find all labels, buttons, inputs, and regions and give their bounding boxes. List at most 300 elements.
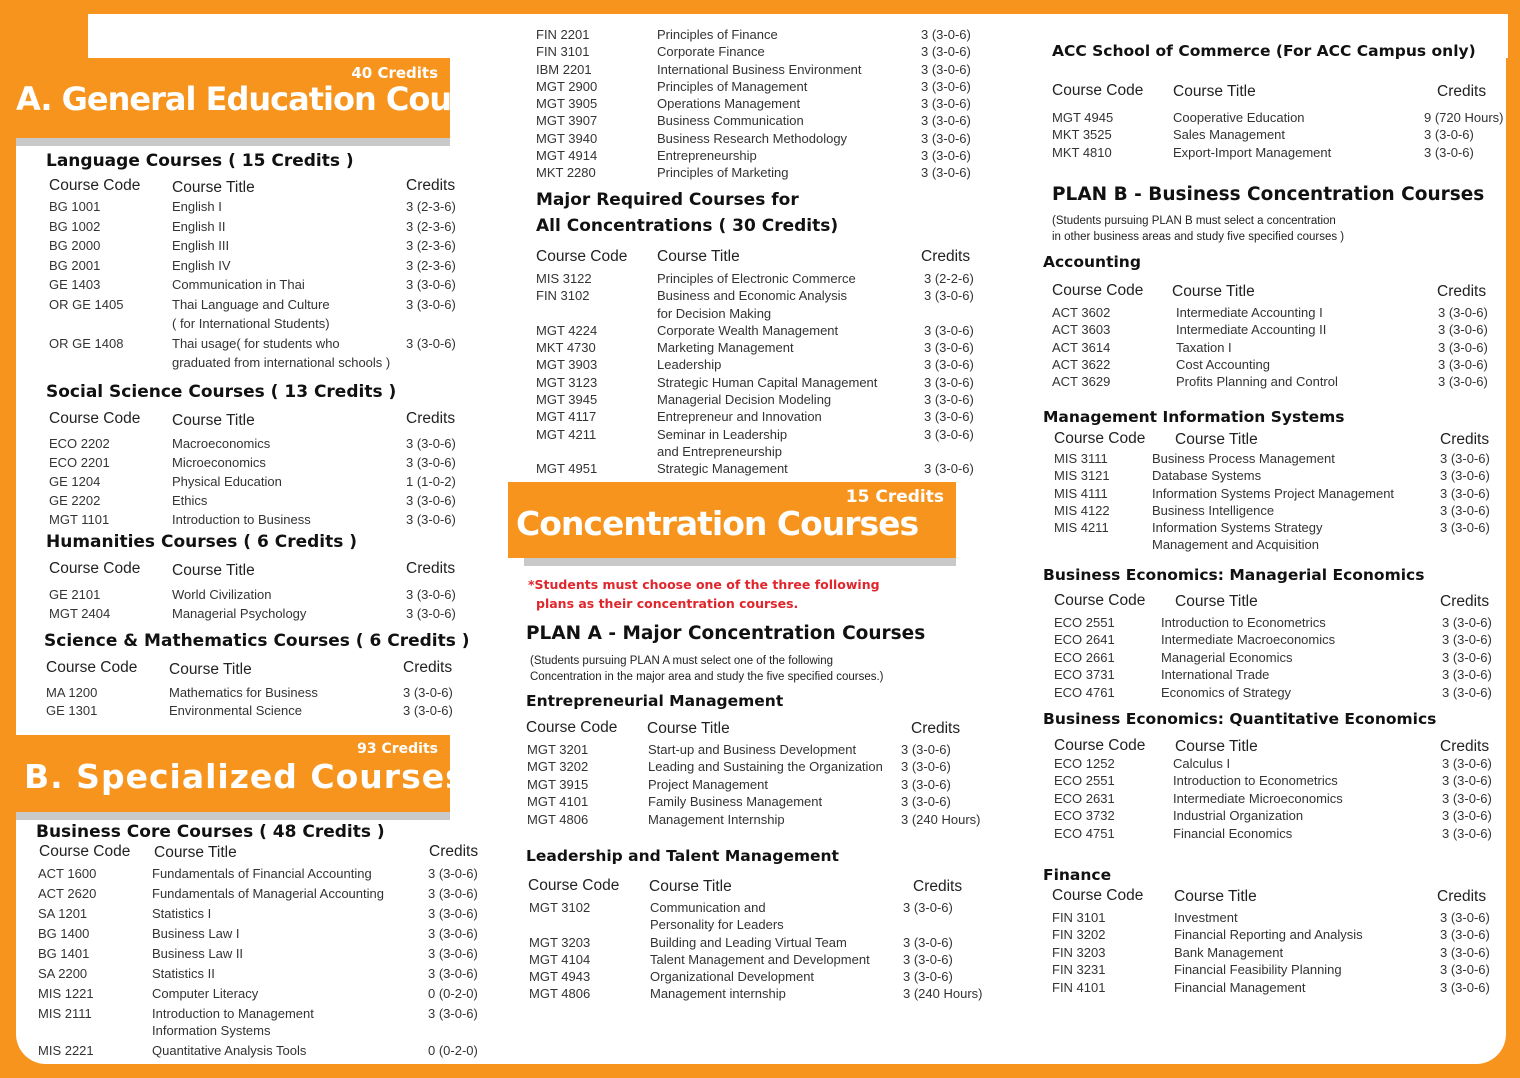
course-title — [1174, 962, 1342, 977]
course-credits: 3 (3-0-6) — [428, 1006, 478, 1021]
course-title-line1: Marketing Management — [657, 340, 794, 356]
language-courses-title: Language Courses ( 15 Credits ) — [46, 151, 354, 171]
course-code: MGT 3203 — [529, 934, 591, 950]
course-title — [650, 900, 784, 932]
header-credits: Credits — [406, 177, 456, 194]
course-code: ECO 4761 — [1054, 684, 1115, 700]
course-title-line2: Information Systems — [152, 1023, 271, 1038]
course-title — [1173, 127, 1285, 142]
banner-shadow — [524, 558, 956, 566]
header-course-title: Course Title — [172, 412, 255, 429]
course-code: FIN 4101 — [1052, 979, 1106, 995]
course-code: MGT 3201 — [527, 742, 589, 757]
science-math-courses-title: Science & Mathematics Courses ( 6 Credits ) — [44, 631, 470, 651]
course-title — [1176, 322, 1326, 337]
course-title — [1176, 374, 1338, 389]
course-title-line1: Operations Management — [657, 96, 801, 112]
course-credits: 3 (3-0-6) — [1440, 944, 1490, 960]
course-code: MGT 4117 — [536, 409, 597, 425]
course-title — [152, 946, 243, 961]
course-title-line2: for Decision Making — [657, 305, 772, 321]
course-title-line1: Intermediate Macroeconomics — [1161, 632, 1336, 648]
course-title — [169, 685, 318, 700]
course-title-line1: Computer Literacy — [152, 986, 259, 1001]
course-title-line1: Cooperative Education — [1173, 110, 1305, 125]
header-course-code: Course Code — [49, 560, 141, 577]
course-title — [152, 966, 215, 981]
course-title-line1: Business Law II — [152, 946, 244, 961]
course-code: OR GE 1405 — [49, 296, 124, 312]
course-code: MGT 4806 — [529, 986, 591, 1002]
course-code: MIS 3122 — [536, 271, 592, 286]
course-title-line1: Business Research Methodology — [657, 130, 848, 146]
course-code: MGT 3202 — [527, 759, 589, 775]
course-code: MKT 4810 — [1052, 144, 1112, 160]
course-title — [1173, 791, 1343, 806]
course-code: MGT 1101 — [49, 512, 110, 527]
course-title-line1: Cost Accounting — [1176, 356, 1270, 372]
course-title — [172, 297, 330, 332]
course-title — [1173, 826, 1292, 841]
header-course-code: Course Code — [536, 248, 628, 265]
course-code: ECO 4751 — [1054, 825, 1115, 841]
course-title-line1: Financial Reporting and Analysis — [1174, 927, 1363, 943]
course-credits: 3 (3-0-6) — [1438, 356, 1488, 372]
course-title-line1: English II — [172, 218, 226, 234]
course-code: MGT 3940 — [536, 130, 598, 146]
course-code: BG 2001 — [49, 257, 101, 273]
course-code: FIN 3202 — [1052, 927, 1106, 943]
course-credits: 3 (3-0-6) — [901, 794, 951, 810]
course-title — [650, 969, 814, 984]
course-title — [172, 606, 306, 621]
course-credits: 3 (3-0-6) — [921, 165, 971, 181]
course-title — [657, 79, 807, 94]
course-credits: 3 (3-0-6) — [1442, 790, 1492, 806]
course-credits: 3 (3-0-6) — [403, 685, 453, 700]
course-title — [172, 336, 390, 371]
course-title — [169, 703, 302, 718]
course-title — [1161, 667, 1269, 682]
course-code: BG 2000 — [49, 238, 101, 253]
course-credits: 3 (3-0-6) — [901, 776, 951, 792]
course-title — [657, 131, 847, 146]
course-credits: 3 (3-0-6) — [1438, 339, 1488, 355]
course-title — [657, 340, 794, 355]
header-credits: Credits — [921, 248, 971, 265]
course-title — [657, 148, 757, 163]
course-title-line1: Business Communication — [657, 113, 804, 129]
course-title — [1176, 340, 1232, 355]
course-code: MKT 3525 — [1052, 127, 1112, 143]
course-code: MGT 4104 — [529, 951, 591, 967]
course-credits: 3 (3-0-6) — [1440, 485, 1490, 501]
course-title — [657, 323, 838, 338]
course-credits: 3 (3-0-6) — [1440, 502, 1490, 518]
course-credits: 3 (3-0-6) — [406, 277, 456, 292]
course-title-line1: Principles of Finance — [657, 27, 778, 42]
course-credits: 3 (3-0-6) — [1424, 144, 1474, 160]
header-course-code: Course Code — [49, 410, 141, 427]
header-course-code: Course Code — [526, 719, 618, 736]
entrepreneurial-management-title: Entrepreneurial Management — [526, 692, 784, 710]
course-title-line1: Entrepreneur and Innovation — [657, 409, 822, 425]
course-title — [650, 952, 870, 967]
course-title-line1: Intermediate Accounting I — [1176, 305, 1323, 320]
course-credits: 3 (3-0-6) — [1438, 374, 1488, 390]
course-credits: 3 (3-0-6) — [903, 934, 953, 950]
course-code: SA 1201 — [38, 906, 88, 921]
course-title — [152, 986, 258, 1001]
course-title — [1161, 615, 1326, 630]
quantitative-economics-title: Business Economics: Quantitative Economics — [1043, 710, 1437, 728]
course-code: ACT 1600 — [38, 866, 97, 881]
header-course-code: Course Code — [528, 877, 620, 894]
course-title — [648, 759, 883, 774]
course-credits: 3 (3-0-6) — [406, 512, 456, 527]
header-credits: Credits — [406, 410, 456, 427]
course-title — [152, 866, 372, 881]
course-title — [648, 794, 822, 809]
course-code: ECO 2201 — [49, 455, 110, 470]
course-title-line1: Business Process Management — [1152, 451, 1335, 466]
course-title-line1: Intermediate Microeconomics — [1173, 790, 1343, 806]
header-course-title: Course Title — [1174, 888, 1257, 905]
course-code: FIN 3203 — [1052, 944, 1106, 960]
course-code: FIN 3101 — [536, 44, 590, 60]
course-code: ECO 1252 — [1054, 756, 1115, 771]
managerial-economics-title: Business Economics: Managerial Economics — [1043, 566, 1425, 584]
course-title-line1: Physical Education — [172, 474, 282, 489]
header-course-title: Course Title — [154, 844, 237, 861]
course-code: MGT 3905 — [536, 96, 598, 112]
course-title-line1: Project Management — [648, 776, 768, 792]
course-credits: 3 (3-0-6) — [1440, 979, 1490, 995]
section-a-credits: 40 Credits — [351, 64, 438, 82]
course-title — [1152, 503, 1274, 518]
header-credits: Credits — [403, 659, 453, 676]
course-code: MGT 4914 — [536, 148, 598, 164]
course-code: MGT 4806 — [527, 811, 589, 827]
course-credits: 3 (3-0-6) — [1440, 451, 1490, 466]
concentration-note — [528, 575, 880, 613]
header-course-code: Course Code — [1052, 887, 1144, 904]
course-credits: 3 (3-0-6) — [921, 130, 971, 146]
course-code: ACT 3622 — [1052, 356, 1111, 372]
course-title — [152, 906, 211, 921]
course-credits: 3 (3-0-6) — [1442, 615, 1492, 630]
plan-a-title: PLAN A - Major Concentration Courses — [526, 623, 926, 644]
course-title — [1173, 110, 1305, 125]
course-title — [1174, 927, 1363, 942]
course-code: ACT 3602 — [1052, 305, 1111, 320]
plan-b-note — [1052, 213, 1344, 245]
course-code: ECO 2631 — [1054, 790, 1115, 806]
course-title-line1: Strategic Management — [657, 461, 788, 477]
course-title — [648, 777, 768, 792]
course-credits: 3 (3-0-6) — [428, 966, 478, 981]
course-credits: 3 (2-3-6) — [406, 199, 456, 214]
leadership-talent-management-title: Leadership and Talent Management — [526, 847, 839, 865]
course-title-line1: Managerial Psychology — [172, 606, 307, 621]
course-credits: 3 (3-0-6) — [921, 113, 971, 129]
course-code: MGT 3915 — [527, 776, 589, 792]
section-c-title: Concentration Courses — [516, 504, 919, 543]
course-code: MGT 3907 — [536, 113, 598, 129]
course-title-line1: Thai Language and Culture — [172, 296, 330, 312]
course-title-line2: ( for International Students) — [172, 316, 330, 331]
course-title-line1: Managerial Economics — [1161, 649, 1293, 665]
course-credits: 3 (3-0-6) — [901, 759, 951, 775]
course-credits: 3 (3-0-6) — [1442, 684, 1492, 700]
course-title — [1173, 808, 1303, 823]
course-code: ECO 2202 — [49, 436, 110, 451]
course-code: SA 2200 — [38, 966, 88, 981]
course-title-line1: Financial Management — [1174, 979, 1306, 995]
header-credits: Credits — [1437, 888, 1487, 905]
course-title — [152, 1043, 306, 1058]
course-credits: 3 (2-3-6) — [406, 238, 456, 253]
course-code: BG 1001 — [49, 199, 101, 214]
plan-b-title: PLAN B - Business Concentration Courses — [1052, 184, 1485, 205]
course-credits: 3 (3-0-6) — [921, 61, 971, 77]
header-course-code: Course Code — [1052, 282, 1144, 299]
header-course-title: Course Title — [1175, 738, 1258, 755]
course-credits: 3 (3-0-6) — [921, 148, 971, 164]
header-course-title: Course Title — [169, 661, 252, 678]
course-credits: 3 (3-0-6) — [406, 493, 456, 508]
section-a-title: A. General Education Courses — [16, 80, 523, 118]
course-title — [657, 357, 721, 372]
course-code: GE 2101 — [49, 587, 101, 602]
course-code: IBM 2201 — [536, 61, 592, 77]
course-title-line1: Introduction to Econometrics — [1161, 615, 1326, 630]
course-code: MGT 3102 — [529, 900, 591, 915]
course-credits: 3 (3-0-6) — [924, 374, 974, 390]
course-credits: 3 (3-0-6) — [924, 426, 974, 442]
course-title-line1: Management internship — [650, 986, 786, 1002]
course-credits: 3 (3-0-6) — [1440, 962, 1490, 978]
major-required-title-line1: Major Required Courses for — [536, 190, 799, 210]
course-title-line1: Leadership — [657, 357, 722, 373]
course-title — [648, 742, 856, 757]
course-title — [657, 392, 831, 407]
course-credits: 3 (3-0-6) — [924, 461, 974, 477]
course-code: MIS 2221 — [38, 1043, 94, 1058]
header-course-code: Course Code — [1052, 82, 1144, 99]
course-title-line1: Macroeconomics — [172, 436, 271, 451]
course-code: MIS 4111 — [1054, 485, 1108, 501]
course-title — [172, 455, 266, 470]
course-credits: 3 (3-0-6) — [406, 606, 456, 621]
header-course-title: Course Title — [1173, 83, 1256, 100]
course-credits: 3 (3-0-6) — [921, 96, 971, 112]
humanities-courses-title: Humanities Courses ( 6 Credits ) — [46, 532, 358, 552]
course-code: FIN 3102 — [536, 288, 590, 304]
course-title-line1: Quantitative Analysis Tools — [152, 1043, 307, 1058]
course-title-line1: Export-Import Management — [1173, 144, 1332, 160]
header-course-title: Course Title — [172, 562, 255, 579]
header-credits: Credits — [1437, 83, 1487, 100]
plan-a-note — [530, 653, 884, 685]
header-course-code: Course Code — [1054, 430, 1146, 447]
course-credits: 3 (3-0-6) — [1438, 305, 1488, 320]
header-course-code: Course Code — [46, 659, 138, 676]
course-title-line1: Bank Management — [1174, 944, 1284, 960]
course-title — [1152, 486, 1394, 501]
accounting-title: Accounting — [1043, 253, 1141, 271]
course-title-line1: Principles of Electronic Commerce — [657, 271, 856, 286]
course-code: ECO 2641 — [1054, 632, 1115, 648]
header-course-code: Course Code — [1054, 737, 1146, 754]
plan-a-note-line2: Concentration in the major area and study the five specified courses.) — [530, 671, 884, 683]
course-title-line1: Building and Leading Virtual Team — [650, 934, 847, 950]
course-credits: 3 (240 Hours) — [903, 986, 983, 1002]
course-title-line1: Business Intelligence — [1152, 502, 1275, 518]
plan-b-note-line1: (Students pursuing PLAN B must select a concentration — [1052, 215, 1336, 227]
course-title — [152, 886, 384, 901]
course-title-line1: Investment — [1174, 910, 1238, 925]
course-title-line1: Statistics II — [152, 966, 215, 981]
course-code: MA 1200 — [46, 685, 98, 700]
course-title-line1: Financial Feasibility Planning — [1174, 962, 1342, 978]
course-title-line1: Information Systems Project Management — [1152, 485, 1395, 501]
course-credits: 3 (2-3-6) — [406, 218, 456, 234]
course-title-line2: and Entrepreneurship — [657, 443, 783, 459]
course-credits: 3 (3-0-6) — [428, 906, 478, 921]
course-code: FIN 3231 — [1052, 962, 1106, 978]
header-credits: Credits — [429, 843, 479, 860]
course-title — [172, 493, 207, 508]
course-credits: 3 (3-0-6) — [428, 926, 478, 941]
course-credits: 3 (3-0-6) — [921, 78, 971, 94]
course-code: FIN 3101 — [1052, 910, 1106, 925]
acc-school-title: ACC School of Commerce (For ACC Campus only) — [1052, 42, 1476, 60]
course-code: BG 1400 — [38, 926, 90, 941]
course-code: GE 1403 — [49, 277, 101, 292]
header-course-title: Course Title — [649, 878, 732, 895]
course-title — [172, 219, 225, 234]
course-code: ACT 3603 — [1052, 322, 1111, 338]
header-credits: Credits — [1440, 738, 1490, 755]
course-title-line1: Intermediate Accounting II — [1176, 322, 1327, 338]
banner-shadow — [16, 138, 450, 146]
course-credits: 0 (0-2-0) — [428, 986, 478, 1001]
course-credits: 3 (2-3-6) — [406, 257, 456, 273]
course-credits: 3 (3-0-6) — [921, 44, 971, 60]
course-title — [1152, 468, 1261, 483]
course-credits: 3 (3-0-6) — [1442, 808, 1492, 824]
course-title-line1: Organizational Development — [650, 969, 815, 985]
course-code: ECO 2551 — [1054, 615, 1115, 630]
course-code: MGT 4101 — [527, 794, 589, 810]
course-title-line1: Business and Economic Analysis — [657, 288, 848, 304]
section-b-banner — [0, 735, 466, 812]
course-title-line1: Profits Planning and Control — [1176, 374, 1338, 390]
course-code: ACT 3629 — [1052, 374, 1111, 390]
course-title-line1: Business Law I — [152, 926, 240, 941]
course-title-line1: Introduction to Business — [172, 512, 311, 527]
course-title-line1: Fundamentals of Managerial Accounting — [152, 886, 384, 901]
course-title — [657, 44, 765, 59]
course-title-line1: Thai usage( for students who — [172, 335, 340, 351]
course-code: MIS 3121 — [1054, 468, 1110, 484]
course-code: MGT 4951 — [536, 461, 598, 477]
header-course-title: Course Title — [172, 179, 255, 196]
course-title-line1: Leading and Sustaining the Organization — [648, 759, 883, 775]
course-title-line1: International Trade — [1161, 667, 1270, 683]
course-code: MGT 3945 — [536, 392, 598, 408]
course-title-line1: International Business Environment — [657, 61, 862, 77]
course-title — [1161, 632, 1335, 647]
course-title-line1: Communication in Thai — [172, 277, 305, 292]
mis-title: Management Information Systems — [1043, 408, 1345, 426]
course-title — [1176, 357, 1270, 372]
course-credits: 3 (2-2-6) — [924, 271, 974, 286]
course-credits: 3 (3-0-6) — [901, 742, 951, 757]
course-title-line1: Introduction to Management — [152, 1006, 314, 1021]
course-title-line1: Fundamentals of Financial Accounting — [152, 866, 372, 881]
course-title-line1: Management Internship — [648, 811, 785, 827]
section-b-credits: 93 Credits — [357, 741, 438, 757]
course-title-line1: Corporate Finance — [657, 44, 765, 60]
course-title — [152, 926, 239, 941]
course-code: MIS 1221 — [38, 986, 94, 1001]
course-title-line1: Information Systems Strategy — [1152, 520, 1323, 536]
header-course-title: Course Title — [1175, 593, 1258, 610]
course-credits: 3 (3-0-6) — [406, 296, 456, 312]
course-credits: 3 (3-0-6) — [428, 866, 478, 881]
course-title-line1: Financial Economics — [1173, 825, 1293, 841]
course-credits: 3 (3-0-6) — [924, 409, 974, 425]
course-title-line1: English I — [172, 199, 222, 214]
header-credits: Credits — [913, 878, 963, 895]
course-title-line1: Calculus I — [1173, 756, 1231, 771]
course-title-line1: Industrial Organization — [1173, 808, 1304, 824]
course-title-line1: Statistics I — [152, 906, 212, 921]
course-credits: 3 (3-0-6) — [903, 900, 953, 915]
course-credits: 3 (240 Hours) — [901, 811, 981, 827]
course-title-line1: Talent Management and Development — [650, 951, 870, 967]
course-credits: 3 (3-0-6) — [1440, 927, 1490, 943]
course-code: MIS 4211 — [1054, 520, 1109, 536]
header-credits: Credits — [1437, 283, 1487, 300]
course-title-line2: graduated from international schools ) — [172, 355, 391, 370]
course-credits: 3 (3-0-6) — [1424, 127, 1474, 143]
course-credits: 3 (3-0-6) — [1442, 756, 1492, 771]
course-code: BG 1002 — [49, 218, 101, 234]
header-course-code: Course Code — [49, 177, 141, 194]
course-title — [172, 587, 271, 602]
course-code: BG 1401 — [38, 946, 90, 961]
course-credits: 3 (3-0-6) — [403, 703, 453, 718]
course-code: MGT 4224 — [536, 322, 598, 338]
header-credits: Credits — [1440, 431, 1490, 448]
course-title-line1: Microeconomics — [172, 455, 266, 470]
course-title — [657, 27, 778, 42]
course-title-line1: Family Business Management — [648, 794, 823, 810]
course-code: MIS 3111 — [1054, 451, 1108, 466]
course-credits: 3 (3-0-6) — [406, 436, 456, 451]
course-title-line1: Database Systems — [1152, 468, 1262, 484]
course-code: GE 2202 — [49, 493, 101, 508]
course-credits: 3 (3-0-6) — [1442, 649, 1492, 665]
course-title — [1173, 145, 1331, 160]
course-code: MGT 2900 — [536, 78, 598, 94]
course-credits: 9 (720 Hours) — [1424, 110, 1504, 125]
course-code: ECO 3731 — [1054, 667, 1115, 683]
course-title — [657, 96, 800, 111]
